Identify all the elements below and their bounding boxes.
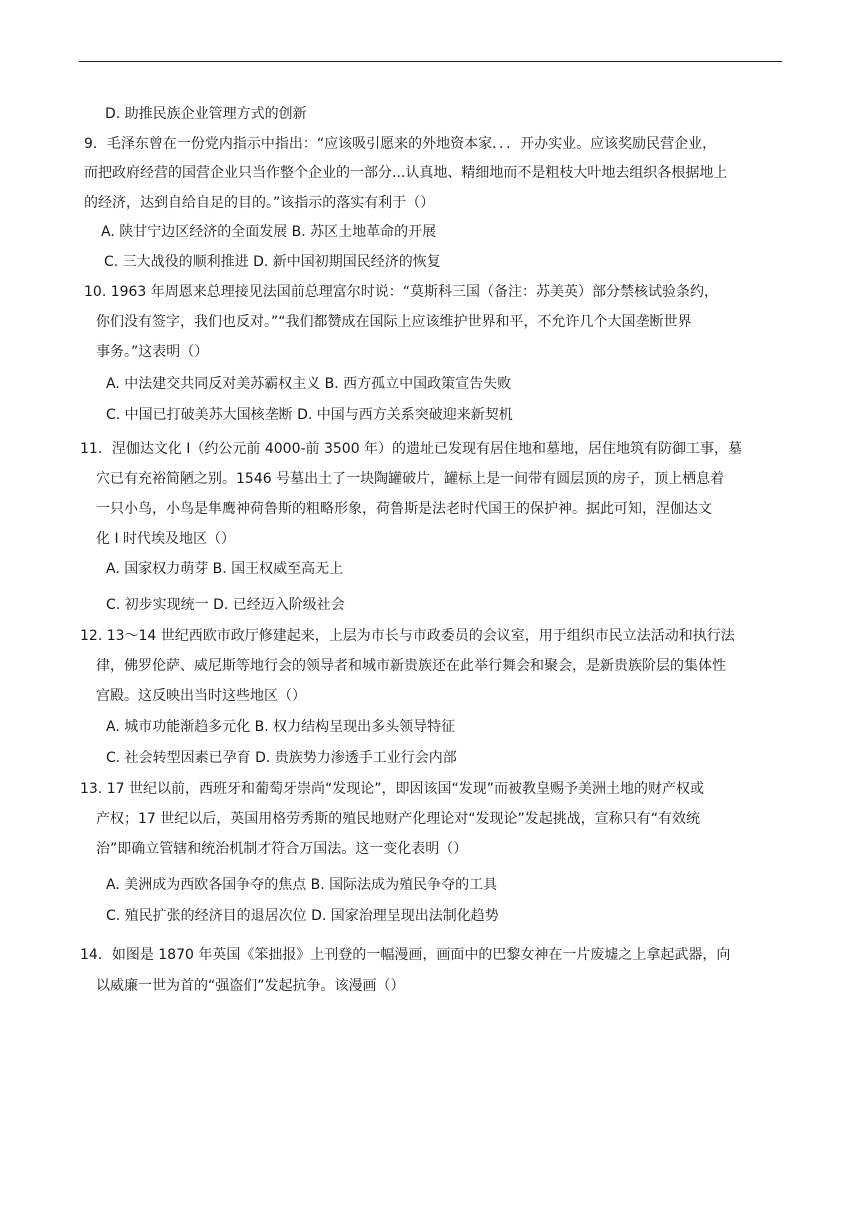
q12-stem-line-1: 12. 13～14 世纪西欧市政厅修建起来，上层为市长与市政委员的会议室，用于组织市民立法活动和执行法 bbox=[80, 628, 735, 644]
q10-options-cd: C. 中国已打破美苏大国核垄断 D. 中国与西方关系突破迎来新契机 bbox=[106, 407, 513, 423]
q14-stem-line-1: 14．如图是 1870 年英国《笨拙报》上刊登的一幅漫画，画面中的巴黎女神在一片废墟之上拿起武器，向 bbox=[80, 947, 731, 963]
q12-options-ab: A. 城市功能渐趋多元化 B. 权力结构呈现出多头领导特征 bbox=[106, 719, 456, 735]
q11-options-ab: A. 国家权力萌芽 B. 国王权威至高无上 bbox=[106, 561, 344, 577]
q11-stem-line-3: 一只小鸟，小鸟是隼鹰神荷鲁斯的粗略形象，荷鲁斯是法老时代国王的保护神。据此可知，涅伽达文 bbox=[96, 501, 712, 517]
q9-stem-line-2: 而把政府经营的国营企业只当作整个企业的一部分...认真地、精细地而不是粗枝大叶地去组织各根据地上 bbox=[84, 165, 728, 181]
q14-stem-line-2: 以威廉一世为首的“强盗们”发起抗争。该漫画（） bbox=[96, 978, 405, 994]
q13-options-ab: A. 美洲成为西欧各国争夺的焦点 B. 国际法成为殖民争夺的工具 bbox=[106, 877, 498, 893]
q13-stem-line-2: 产权；17 世纪以后，英国用格劳秀斯的殖民地财产化理论对“发现论”发起挑战，宣称只有“有效统 bbox=[96, 811, 701, 827]
q9-options-cd: C. 三大战役的顺利推进 D. 新中国初期国民经济的恢复 bbox=[104, 254, 441, 270]
q9-stem-line-1: 9．毛泽东曾在一份党内指示中指出：“应该吸引愿来的外地资本家．．．开办实业。应该奖励民营企业， bbox=[84, 136, 717, 152]
q10-stem-line-1: 10. 1963 年周恩来总理接见法国前总理富尔时说：“莫斯科三国（备注：苏美英）部分禁核试验条约， bbox=[84, 284, 719, 300]
q12-options-cd: C. 社会转型因素已孕育 D. 贵族势力渗透手工业行会内部 bbox=[106, 750, 457, 766]
q9-options-ab: A. 陕甘宁边区经济的全面发展 B. 苏区土地革命的开展 bbox=[101, 224, 437, 240]
q10-options-ab: A. 中法建交共同反对美苏霸权主义 B. 西方孤立中国政策宣告失败 bbox=[106, 376, 512, 392]
q10-stem-line-2: 你们没有签字，我们也反对。”“我们都赞成在国际上应该维护世界和平，不允许几个大国垄断世界 bbox=[96, 314, 692, 330]
q13-options-cd: C. 殖民扩张的经济目的退居次位 D. 国家治理呈现出法制化趋势 bbox=[106, 908, 499, 924]
q12-stem-line-2: 律，佛罗伦萨、威尼斯等地行会的领导者和城市新贵族还在此举行舞会和聚会，是新贵族阶层的集体性 bbox=[96, 658, 726, 674]
q11-stem-line-1: 11．涅伽达文化 I（约公元前 4000-前 3500 年）的遗址已发现有居住地和墓地，居住地筑有防御工事，墓 bbox=[80, 441, 743, 457]
q9-stem-line-3: 的经济，达到自给自足的目的。”该指示的落实有利于（） bbox=[84, 195, 435, 211]
q10-stem-line-3: 事务。”这表明（） bbox=[96, 344, 209, 360]
header-rule bbox=[79, 61, 782, 62]
q13-stem-line-3: 治”即确立管辖和统治机制才符合万国法。这一变化表明（） bbox=[96, 841, 468, 857]
q11-options-cd: C. 初步实现统一 D. 已经迈入阶级社会 bbox=[106, 597, 345, 613]
q11-stem-line-2: 穴已有充裕简陋之别。1546 号墓出土了一块陶罐破片，罐标上是一间带有圆层顶的房子，顶上栖息着 bbox=[96, 471, 725, 487]
q12-stem-line-3: 宫殿。这反映出当时这些地区（） bbox=[96, 688, 306, 704]
q11-stem-line-4: 化 I 时代埃及地区（） bbox=[96, 531, 236, 547]
q13-stem-line-1: 13. 17 世纪以前，西班牙和葡萄牙崇尚“发现论”，即因该国“发现”而被教皇赐予美洲土地的财产权或 bbox=[80, 781, 704, 797]
q8-option-d: D. 助推民族企业管理方式的创新 bbox=[105, 106, 307, 122]
